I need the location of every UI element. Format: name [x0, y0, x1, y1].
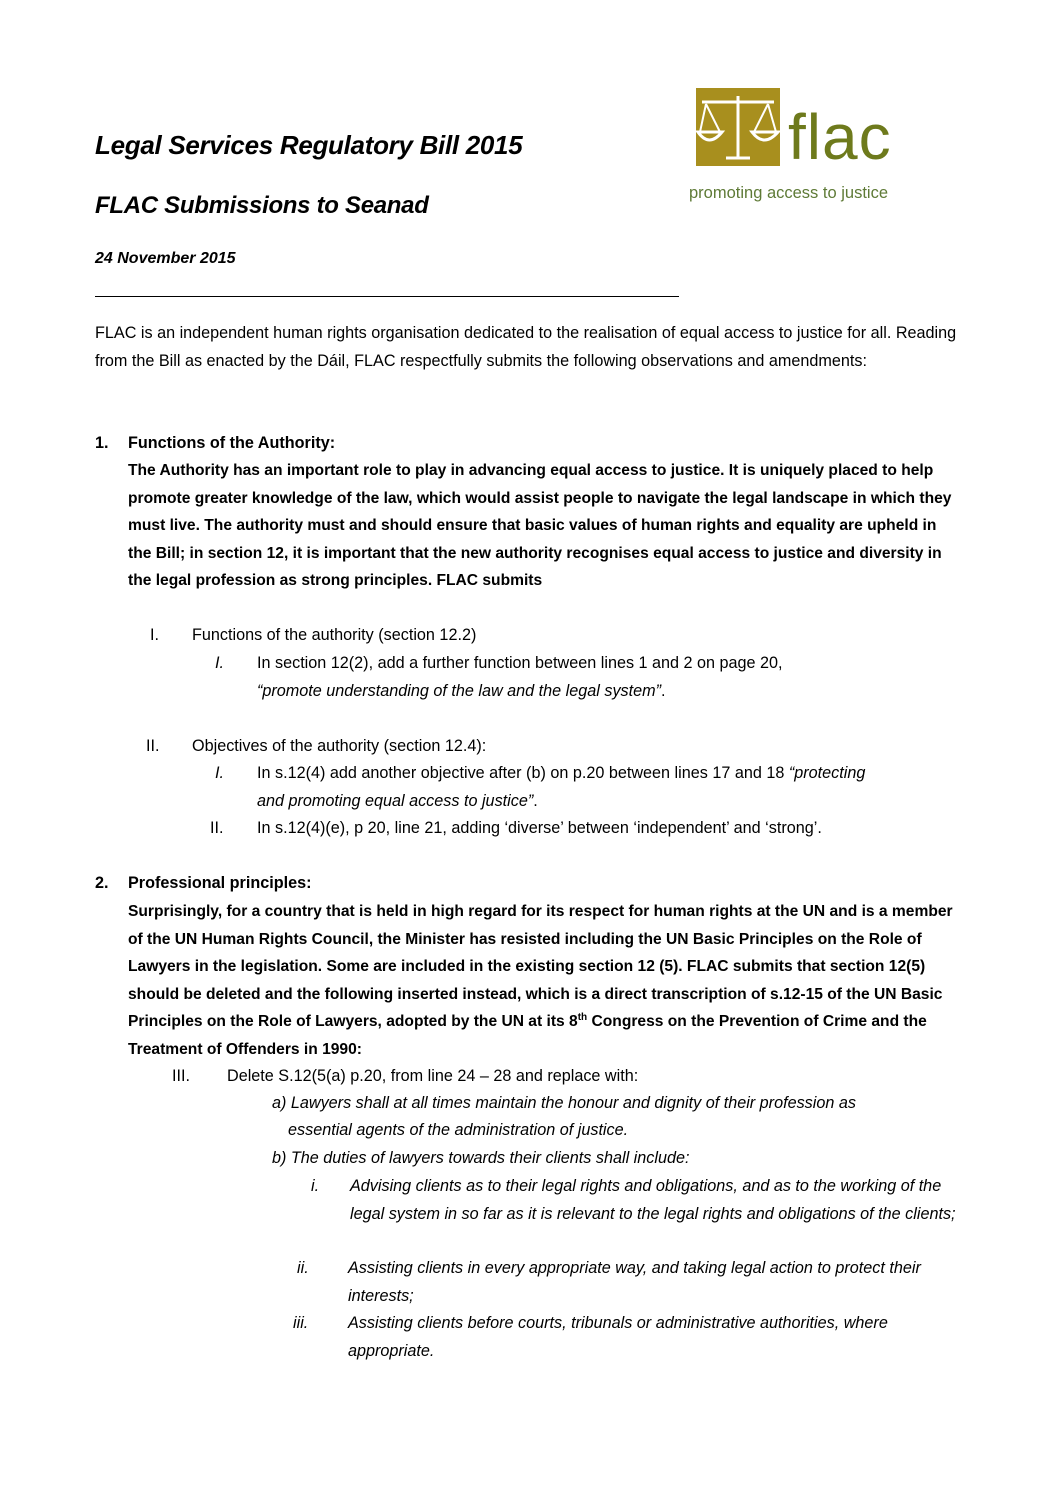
item-1-sub-1-quote: “promote understanding of the law and the legal system”	[257, 682, 662, 700]
item-2-sub-2-numeral: II.	[210, 819, 224, 837]
duty-2-numeral: ii.	[297, 1259, 309, 1277]
header-divider	[95, 296, 679, 297]
section-2-body	[128, 898, 958, 1063]
item-2-sub-2-text: In s.12(4)(e), p 20, line 21, adding ‘diverse’ between ‘independent’ and ‘strong’.	[257, 819, 822, 837]
item-1-numeral: I.	[150, 626, 159, 644]
item-2-sub-1-numeral: I.	[215, 764, 224, 782]
item-2-sub-1-line-2	[257, 788, 538, 816]
section-2-heading: Professional principles:	[128, 874, 312, 892]
item-1-sub-1-text: In section 12(2), add a further function between lines 1 and 2 on page 20,	[257, 654, 783, 672]
section-2-body-main: Surprisingly, for a country that is held in high regard for its respect for human rights at the UN and is a member of the UN Human Rights Council, the Minister has resisted including the UN Basic Principles on the Role of Lawyers in the legislation. Some are included in the existing section 12 (5). FLAC submits that section 12(5) should be deleted and the following inserted instead, which is a direct transcription of s.12-15 of the UN Basic Principles on the Role of Lawyers, adopted by the UN at its 8	[128, 903, 953, 1030]
item-3-numeral: III.	[172, 1067, 190, 1085]
section-1-number: 1.	[95, 434, 109, 452]
item-2-sub-1-line	[257, 760, 865, 788]
clause-a-line-1: a) Lawyers shall at all times maintain the honour and dignity of their profession as	[272, 1094, 856, 1112]
item-1-sub-1-quote-line	[257, 678, 666, 706]
duty-3-numeral: iii.	[293, 1314, 309, 1332]
document-subtitle: FLAC Submissions to Seanad	[95, 192, 429, 219]
scales-of-justice-icon	[696, 88, 780, 166]
clause-b: b) The duties of lawyers towards their clients shall include:	[272, 1149, 690, 1167]
clause-a-line-2: essential agents of the administration of justice.	[288, 1121, 629, 1139]
section-2-number: 2.	[95, 874, 109, 892]
item-1-label: Functions of the authority (section 12.2)	[192, 626, 477, 644]
flac-logo	[688, 83, 938, 208]
duty-1-numeral: i.	[311, 1177, 320, 1195]
section-2-body-end: Congress on the Prevention of Crime and the Treatment of Offenders in 1990:	[128, 1013, 927, 1058]
section-1-body: The Authority has an important role to play in advancing equal access to justice. It is uniquely placed to help promote greater knowledge of the law, which would assist people to navigate the legal landscape in which they must live. The authority must and should ensure that basic values of human rights and equality are upheld in the Bill; in section 12, it is important that the new authority recognises equal access to justice and diversity in the legal profession as strong principles. FLAC submits	[128, 462, 952, 589]
logo-tagline: promoting access to justice	[689, 184, 889, 202]
duty-1-text: Advising clients as to their legal rights and obligations, and as to the working of the legal system in so far as it is relevant to the legal rights and obligations of the clients;	[350, 1177, 956, 1223]
section-1-heading: Functions of the Authority:	[128, 434, 336, 452]
section-2-body-sup: th	[577, 1011, 588, 1023]
item-3-label: Delete S.12(5(a) p.20, from line 24 – 28 and replace with:	[227, 1067, 639, 1085]
item-2-numeral: II.	[146, 737, 160, 755]
intro-paragraph: FLAC is an independent human rights organisation dedicated to the realisation of equal access to justice for all. Reading from the Bill as enacted by the Dáil, FLAC respectfully submits the following observations and amendments:	[95, 324, 957, 370]
item-1-sub-1-numeral: I.	[215, 654, 224, 672]
duty-3-text: Assisting clients before courts, tribunals or administrative authorities, where appropriate.	[348, 1314, 888, 1360]
logo-wordmark: flac	[788, 101, 892, 173]
item-2-sub-1-text: In s.12(4) add another objective after (b) on p.20 between lines 17 and 18	[257, 764, 789, 782]
document-date: 24 November 2015	[95, 250, 236, 267]
item-2-sub-1-quote-a: “protecting	[788, 764, 866, 782]
document-title: Legal Services Regulatory Bill 2015	[95, 130, 523, 160]
item-2-label: Objectives of the authority (section 12.4):	[192, 737, 487, 755]
duty-2-text: Assisting clients in every appropriate way, and taking legal action to protect their interests;	[348, 1259, 921, 1305]
item-2-sub-1-quote-b: and promoting equal access to justice”	[257, 792, 534, 810]
item-1-sub-1-end: .	[661, 682, 666, 700]
item-2-sub-1-end: .	[533, 792, 538, 810]
